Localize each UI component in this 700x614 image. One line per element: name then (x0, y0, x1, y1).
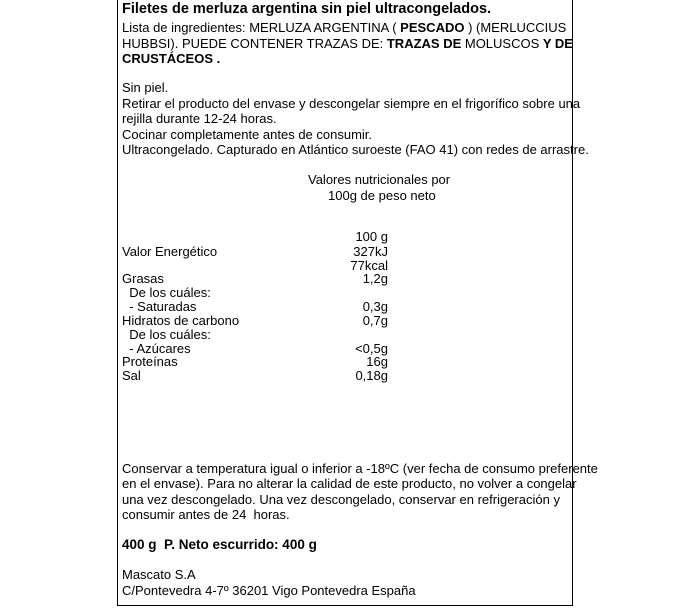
nutrition-header-sub: 100g de peso neto (328, 188, 436, 203)
nutrition-label: Sal (122, 368, 141, 383)
storage-line: consumir antes de 24 horas. (122, 507, 290, 522)
ingredients-line-3: CRUSTÁCEOS . (122, 51, 221, 66)
nutrition-label: De los cuáles: (122, 285, 211, 300)
nutrition-value: 0,7g (362, 313, 388, 328)
storage-line: una vez descongelado. Una vez descongelado, conservar en refrigeración y (122, 492, 560, 507)
allergen-bold: PESCADO (400, 20, 465, 35)
nutrition-header: Valores nutricionales por (308, 172, 451, 187)
nutrition-value: 16g (366, 354, 388, 369)
nutrition-value: 0,18g (355, 368, 388, 383)
nutrition-label: - Saturadas (122, 299, 197, 314)
company-address: C/Pontevedra 4-7º 36201 Vigo Pontevedra España (122, 583, 416, 598)
nutrition-value: 0,3g (362, 299, 388, 314)
note-line: Retirar el producto del envase y descongelar siempre en el frigorífico sobre una (122, 96, 581, 111)
nutrition-value: 1,2g (362, 271, 388, 286)
net-weight: 400 g P. Neto escurrido: 400 g (122, 537, 317, 552)
nutrition-per: 100 g (355, 229, 388, 244)
storage-line: Conservar a temperatura igual o inferior a -18ºC (ver fecha de consumo preferente (122, 461, 598, 476)
allergen-bold: TRAZAS DE (386, 36, 462, 51)
ingredients-text: HUBBSI). PUEDE CONTENER TRAZAS DE: (122, 36, 387, 51)
storage-line: en el envase). Para no alterar la calidad de este producto, no volver a congelar (122, 476, 577, 491)
nutrition-label: Proteínas (122, 354, 178, 369)
nutrition-value: 77kcal (350, 258, 388, 273)
ingredients-text: MOLUSCOS (461, 36, 543, 51)
ingredients-line-1 (122, 20, 566, 36)
nutrition-label: Valor Energético (122, 244, 218, 259)
company-name: Mascato S.A (122, 567, 196, 582)
nutrition-label: De los cuáles: (122, 327, 211, 342)
ingredients-line-2 (122, 36, 573, 52)
nutrition-label: Hidratos de carbono (122, 313, 240, 328)
product-label (117, 0, 598, 606)
note-line: Ultracongelado. Capturado en Atlántico suroeste (FAO 41) con redes de arrastre. (122, 142, 589, 157)
product-title: Filetes de merluza argentina sin piel ultracongelados. (122, 1, 492, 17)
note-line: Sin piel. (122, 80, 169, 95)
nutrition-value: <0,5g (355, 341, 388, 356)
nutrition-label: - Azúcares (122, 341, 191, 356)
ingredients-text: ) (MERLUCCIUS (464, 20, 567, 35)
ingredients-text: Lista de ingredientes: MERLUZA ARGENTINA ( (122, 20, 401, 35)
nutrition-value: 327kJ (353, 244, 388, 259)
allergen-bold: Y DE (542, 36, 573, 51)
note-line: rejilla durante 12-24 horas. (122, 111, 277, 126)
nutrition-label: Grasas (122, 271, 164, 286)
note-line: Cocinar completamente antes de consumir. (122, 127, 373, 142)
